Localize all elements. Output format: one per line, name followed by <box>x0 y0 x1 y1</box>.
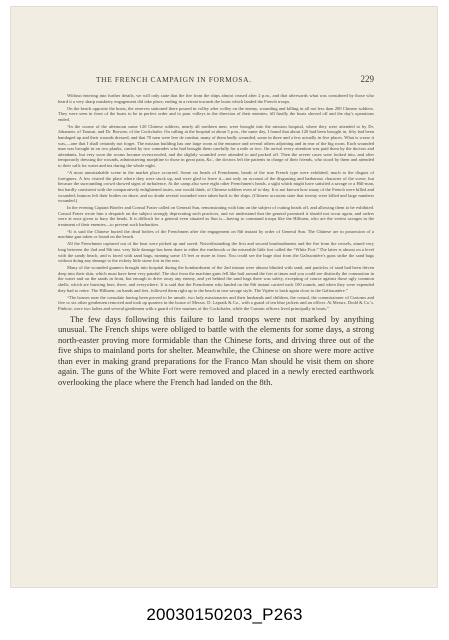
narrative-text <box>58 314 374 388</box>
body-paragraph: Without entering into further details, we will only state that the fire from the ships almost ceased after 2 p.m., and that afterwards what was considered by those who heard it a very sharp musketry engagement did take place, ending in a retreat towards the boats which landed the French troops. <box>58 93 374 104</box>
quoted-body-text <box>58 93 374 312</box>
body-paragraph: “It is said the Chinese buried the dead bodies of the Frenchmen after the engagement on 8th instant by order of General Sun. The Chinese are in possession of a machine gun taken or found on the beach. <box>58 228 374 240</box>
scanned-page <box>10 6 438 588</box>
page-content <box>58 75 374 387</box>
body-paragraph: In the evening Captain Boteler and Consul Frater called on General Sun, remonstrating with him on the subject of cutting heads off, and allowing them to be exhibited. Consul Frater wrote him a despatch on the subject strongly deprecating such practices, and we understand that the general promised it should not occur again, and orders were at once given to bury the heads. It is difficult for a general even situated as Sun is—having to command troops like the Hillmen, who are the veriest savages in the treatment of their enemies—to prevent such barbarities. <box>58 205 374 227</box>
body-paragraph: “A most unmistakable scene in the market place occurred. Some six heads of Frenchmen, heads of the true French type were exhibited, much to the disgust of foreigners. A few visited the place where they were stuck up, and were glad to leave it—not only on account of the disgusting and barbarous character of the scene, but because the surrounding crowd showed signs of turbulence. At the camp also were eight other Frenchmen's heads, a sight which might have satisfied a savage or a Hill-man, but hardly consistent with the comparatively enlightened tastes, one would think, of Chinese soldiers even of to-day. It is not known how many of the French were killed and wounded; humors left their bodies on shore, and no doubt several wounded were taken back to the ships. (Chinese accounts state that twenty were killed and large numbers wounded.) <box>58 170 374 204</box>
scan-identifier-caption: 20030150203_P263 <box>146 605 303 624</box>
page-number: 229 <box>360 74 374 84</box>
running-head <box>58 75 374 87</box>
body-paragraph: “The houses near the consulate having been proved to be unsafe, two lady missionaries and their husbands and children, the consul, the commissioner of Customs and five or six other gentlemen removed and took up quarters in the house of Messrs. D. Lapraik & Co., with a guard of ten blue jackets and an officer. At Messrs. Dodd & Co.'s, Pinhow, were two ladies and several gentlemen with a guard of five marines of the Cockchafer, while the Custom officers lived principally in boats.” <box>58 294 374 311</box>
body-paragraph: Many of the wounded gunners brought into hospital during the bombardment of the 2nd instant were almost blinded with sand, and particles of sand had been driven deep into their skin, which must have been very painful. The shot from the machine guns fell like hail around the fort at times and you could see distinctly the commotion in the water and on the sands in front, but enough to drive away any enemy, and yet behind the sand bags there was safety, excepting of course against those ugly common shells, which are bursting here, there, and everywhere. It is said that the Frenchmen who landed on the 8th instant carried each 100 rounds, and when they were expended they had to retire. The Hillmen, on hands and feet, followed them right up to the beach in true savage style. The Vipère is back again close to the Galissonière.” <box>58 265 374 293</box>
running-head-title: THE FRENCH CAMPAIGN IN FORMOSA. <box>96 75 252 84</box>
narrative-paragraph: The few days following this failure to land troops were not marked by anything unusual. The French ships were obliged to battle with the elements for some days, a strong north-easter proving more formidable than the Chinese forts, and driving three out of the five ships to mainland ports for shelter. Meanwhile, the Chinese on shore were more active than ever in making grand preparations for the Franco Man should he visit them on shore again. The guns of the White Fort were removed and placed in a newly erected earthwork overlooking the place where the French had landed on the 8th. <box>58 313 374 387</box>
body-paragraph: On the beach opposite the boats, the reserves stationed there poured in volley after volley on the enemy, wounding and killing in all not less than 200 Chinese soldiers. They were seen in front of the boats to be in perfect order and to pour volleys in the direction of their enemies, till finally the boats shoved off and the day's operations ended. <box>58 105 374 122</box>
body-paragraph: “In the course of the afternoon some 120 Chinese soldiers, nearly all northern men, were brought into the mission hospital, where they were attended to by Dr. Johansen, of Tamsui, and Dr. Browne, of the Cockchafer. On calling at the hospital at about 5 p.m., the same day, I found that about 120 had been brought in, fifty had been bandaged up and their wounds dressed, and that 70 men were lere de combat, many of them badly wounded, some in three and a few actually in five places. What is worse it was,—one that I shall certainly not forget. The mission building has one large room at the entrance and several others adjoining and in rear of the big room. Each wounded man was brought in on two planks, carried by two comrades who had brought them carefully for a mile or two. On arrival every attention was paid them by the doctors and attendants, but very soon the rooms became overcrowded, and the slightly wounded were attended to and packed off. Then the severe cases were looked into, and after temporarily dressing the wounds, administering morphine to those in great pain, &c., the doctors left the patients in charge of their friends, who stood by them and attended to their calls for water and tea during the whole night. <box>58 123 374 169</box>
body-paragraph: All the Frenchmen captured out of the boat were picked up and saved. Notwithstanding the first and second bombardments and the fire from the vessels, aimed very long between the 2nd and 8th inst. very little damage has been done to either the earthwork or the miserable little fort called the “White Fort.” The latter is almost on a level with the sandy beach, and is faced with sand bags, running some 15 feet or more in front. You could see the huge shot from the Galissonière's guns strike the sand bags without doing any damage to the rickety little stone fort in the rear. <box>58 241 374 264</box>
